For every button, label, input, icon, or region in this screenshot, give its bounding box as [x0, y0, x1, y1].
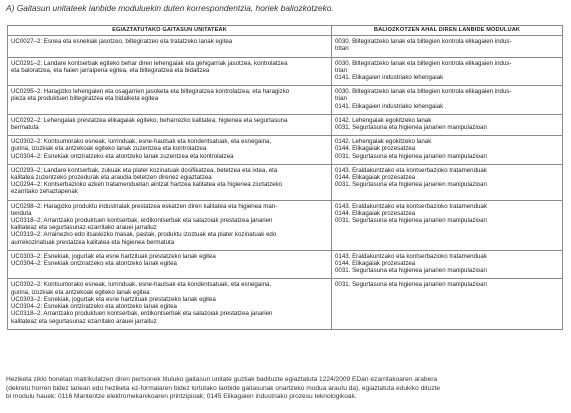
table-row	[8, 250, 563, 279]
module-line: 0030. Biltegiratzeko lanak eta biltegien kontrola elikagaien indus-	[335, 59, 512, 67]
module-line: 0031. Segurtasuna eta higienea janarien manipulazioan	[335, 281, 487, 289]
modules-cell	[332, 279, 563, 329]
module-line: 0141. Elikagaien industriako lehengaiak	[335, 74, 444, 82]
units-cell	[8, 200, 332, 250]
unit-line: UC0302–2: Kontsumorako esneak, lurrinduak, esne-hautsak eta kondentsatuak, eta esnegaina,	[11, 138, 272, 146]
module-line: 0144. Elikagaiak prozesatzea	[335, 260, 416, 268]
units-cell	[8, 86, 332, 115]
unit-line: aurrekozinatuak prestatzea kalitatea eta higienea bermatuta	[11, 238, 175, 246]
module-line: 0143. Eraldakuntzako eta kontserbazioko tratamenduak	[335, 252, 487, 260]
table-row	[8, 57, 563, 86]
module-line: 0141. Elikagaien industriako lehengaiak	[335, 102, 444, 110]
unit-line: UC0318–2: Arrantzako produktuen kontserbak, erdikontserbak eta salazoiak prestatzea janarien	[11, 217, 273, 225]
modules-cell	[332, 164, 563, 200]
table-row	[8, 114, 563, 135]
unit-line: UC0293–2: Landare kontserbak, zukuak eta plater kozinatuak dosifikatzea, betetzea eta ixtea, eta	[11, 166, 278, 174]
units-cell	[8, 164, 332, 200]
units-cell	[8, 136, 332, 165]
unit-line: kalitateaz eta segurtasunaz ezarritako arauei jarraituz	[11, 317, 157, 325]
table-row	[8, 86, 563, 115]
unit-line: UC0291–2: Landare kontserbak egiteko behar diren lehengaiak eta gehigarriak jasotzea, kontrolatzea	[11, 59, 288, 67]
unit-line: UC0298–2: Haragizko produktu industrialak prestatzea eskatzen diren kalitatea eta higienea man-	[11, 202, 278, 210]
units-cell	[8, 114, 332, 135]
module-line: 0144. Elikagaiak prozesatzea	[335, 145, 416, 153]
modules-cell	[332, 114, 563, 135]
unit-line: UC0303–2: Esnekiak, jogurtak eta esne hartzituak prestatzeko lanak egitea	[11, 295, 216, 303]
unit-line: tenduta	[11, 209, 32, 217]
unit-line: eta baloratzea, eta haien jarraipena egitea, eta biltegiratzea eta bidaltzea	[11, 66, 210, 74]
table-row	[8, 200, 563, 250]
unit-line: pieza eta produktuen biltegiratzea eta bidalketa egitea	[11, 95, 159, 103]
unit-line: kalitatea zuzentzeko prozedurak eta araudia betetzen direnez egiaztatzea	[11, 174, 212, 182]
unit-line: UC0304–2: Esnekiak ontziratzeko eta atontzeko lanak egitea	[11, 260, 177, 268]
module-line: 0144. Elikagaiak prozesatzea	[335, 174, 416, 182]
unit-line: UC0318–2: Arrantzako produktuen kontserbak, erdikontserbak eta salazoiak prestatzea janarien	[11, 310, 273, 318]
module-line: 0031. Segurtasuna eta higienea janarien manipulazioan	[335, 152, 487, 160]
modules-cell	[332, 200, 563, 250]
footnote-line: bi modulu hauek: 0116 Mantentze elektromekanikoaren printzipioak; 0145 Elikagaien industriako prozesu teknologikoak.	[6, 393, 357, 401]
section-heading: A) Gaitasun unitateek lanbide moduluekin duten korrespondentzia, horiek baliozkotzeko.	[6, 3, 334, 13]
units-cell	[8, 57, 332, 86]
module-line: 0142. Lehengaiak egokitzeko lanak	[335, 138, 432, 146]
module-line: 0143. Eraldakuntzako eta kontserbazioko tratamenduak	[335, 202, 487, 210]
unit-line: gurina, izozkiak eta antzekoak egiteko lanak egitea	[11, 288, 150, 296]
unit-line: UC0027–2: Esnea eta esnekiak jasotzeo, biltegiratzeo eta tratatzeko lanak egitea	[11, 38, 233, 46]
module-line: 0030. Biltegiratzeko lanak eta biltegien kontrola elikagaien indus-	[335, 88, 512, 96]
unit-line: UC0304–2: Esnekiak ontziratzeko eta atontzeko lanak zuzentzea eta kontrolatzea	[11, 152, 234, 160]
units-cell	[8, 250, 332, 279]
units-cell	[8, 36, 332, 57]
column-header-units: EGIAZTATUTAKO GAITASUN UNITATEAK	[8, 26, 332, 36]
module-line: 0031. Segurtasuna eta higienea janarien manipulazioan	[335, 267, 487, 275]
footnote-line: (dekretu horren bidez lanean edo heziketa ez-formalaren bidez lortutako lanbide gaitasunak onartzeko modua arautu da), egiaztatuta edukiko dituzte	[6, 384, 440, 392]
correspondence-table	[7, 25, 563, 330]
table-row	[8, 36, 563, 57]
modules-cell	[332, 136, 563, 165]
table-row	[8, 279, 563, 329]
unit-line: gurina, izozkiak eta antzekoak egiteko lanak zuzentzea eta kontrolatzea	[11, 145, 207, 153]
module-line: tritan	[335, 45, 349, 53]
module-line: 0031. Segurtasuna eta higienea janarien manipulazioan	[335, 217, 487, 225]
footnote-paragraph	[6, 376, 563, 402]
module-line: 0144. Elikagaiak prozesatzea	[335, 209, 416, 217]
table-row	[8, 136, 563, 165]
unit-line: UC0319–2: Arrainezko edo itsaskizko masak, pastak, produktu izoztuak eta plater kozinatuak edo	[11, 231, 277, 239]
unit-line: UC0292–2: Lehengaiak prestatzea elikagaiak egiteko, beharrezko kalitatea, higienea eta segurtasuna	[11, 116, 288, 124]
modules-cell	[332, 250, 563, 279]
unit-line: kalitateaz eta segurtasunaz ezarritako arauei jarraituz	[11, 224, 157, 232]
unit-line: ezarritako zehaztapenak	[11, 188, 78, 196]
module-line: 0143. Eraldakuntzako eta kontserbazioko tratamenduak	[335, 166, 487, 174]
module-line: 0030. Biltegiratzeko lanak eta biltegien kontrola elikagaien indus-	[335, 38, 512, 46]
column-header-modules: BALIOZKOTZEN AHAL DIREN LANBIDE MODULUAK	[332, 26, 563, 36]
table-body	[8, 36, 563, 330]
unit-line: UC0302–2: Kontsumorako esneak, lurrinduak, esne-hautsak eta kondentsatuak, eta esnegaina,	[11, 281, 272, 289]
unit-line: UC0304–2: Esnekiak ontziratzeko eta atontzeko lanak egitea	[11, 303, 177, 311]
units-cell	[8, 279, 332, 329]
modules-cell	[332, 57, 563, 86]
module-line: 0031. Segurtasuna eta higienea janarien manipulazioan	[335, 124, 487, 132]
module-line: trian	[335, 95, 347, 103]
unit-line: UC0295–2: Haragizko lehengaien eta osagarrien jasoketa eta biltegiratzea kontrolatzea, eta haragizko	[11, 88, 290, 96]
module-line: 0031. Segurtasuna eta higienea janarien manipulazioan	[335, 181, 487, 189]
table-header-row	[8, 26, 563, 36]
module-line: 0142. Lehengaiak egokitzeko lanak	[335, 116, 432, 124]
module-line: trian	[335, 66, 347, 74]
modules-cell	[332, 36, 563, 57]
unit-line: UC0303–2: Esnekiak, jogurtak eta esne hartzituak prestatzeko lanak egitea	[11, 252, 216, 260]
footnote-line: Heziketa ziklo honetan matrikulatzen diren pertsonek tituluko gaitasun unitate guztiak badituzte egiaztatuta 1224/2009 EDan ezarritakoaren arabera	[6, 376, 438, 383]
unit-line: UC0294–2: Kontserbazioko azken tratamenduetan aintzat hartzea kalitatea eta higienea ziurtatzeko	[11, 181, 283, 189]
modules-cell	[332, 86, 563, 115]
table-row	[8, 164, 563, 200]
unit-line: bermatuta	[11, 124, 39, 132]
